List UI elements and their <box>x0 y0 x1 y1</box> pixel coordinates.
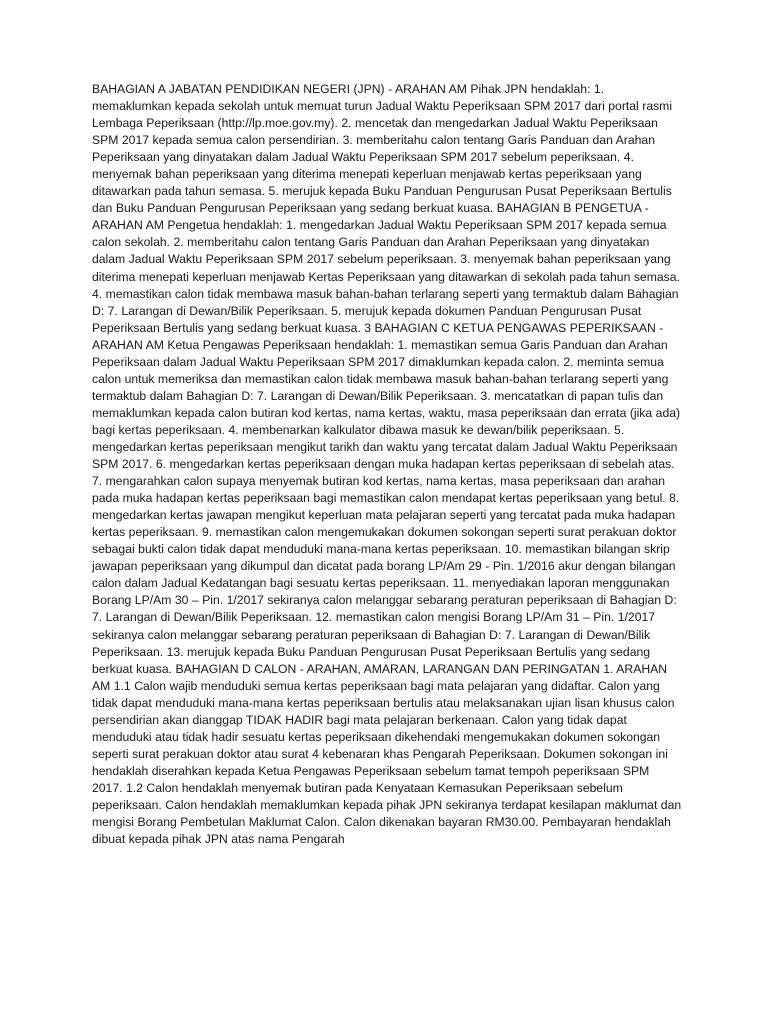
document-body-text: BAHAGIAN A JABATAN PENDIDIKAN NEGERI (JPN) - ARAHAN AM Pihak JPN hendaklah: 1. memaklumkan kepada sekolah untuk memuat turun Jadual Waktu Peperiksaan SPM 2017 dari portal rasmi Lembaga Peperiksaan (http://lp.moe.gov.my). 2. mencetak dan mengedarkan Jadual Waktu Peperiksaan SPM 2017 kepada semua calon persendirian. 3. memberitahu calon tentang Garis Panduan dan Arahan Peperiksaan yang dinyatakan dalam Jadual Waktu Peperiksaan SPM 2017 sebelum peperiksaan. 4. menyemak bahan peperiksaan yang diterima menepati keperluan menjawab kertas peperiksaan yang ditawarkan pada tahun semasa. 5. merujuk kepada Buku Panduan Pengurusan Pusat Peperiksaan Bertulis dan Buku Panduan Pengurusan Peperiksaan yang sedang berkuat kuasa. BAHAGIAN B PENGETUA - ARAHAN AM Pengetua hendaklah: 1. mengedarkan Jadual Waktu Peperiksaan SPM 2017 kepada semua calon sekolah. 2. memberitahu calon tentang Garis Panduan dan Arahan Peperiksaan yang dinyatakan dalam Jadual Waktu Peperiksaan SPM 2017 sebelum peperiksaan. 3. menyemak bahan peperiksaan yang diterima menepati keperluan menjawab Kertas Peperiksaan yang ditawarkan di sekolah pada tahun semasa. 4. memastikan calon tidak membawa masuk bahan-bahan terlarang seperti yang termaktub dalam Bahagian D: 7. Larangan di Dewan/Bilik Peperiksaan. 5. merujuk kepada dokumen Panduan Pengurusan Pusat Peperiksaan Bertulis yang sedang berkuat kuasa. 3 BAHAGIAN C KETUA PENGAWAS PEPERIKSAAN - ARAHAN AM Ketua Pengawas Peperiksaan hendaklah: 1. memastikan semua Garis Panduan dan Arahan Peperiksaan dalam Jadual Waktu Peperiksaan SPM 2017 dimaklumkan kepada calon. 2. meminta semua calon untuk memeriksa dan memastikan calon tidak membawa masuk bahan-bahan terlarang seperti yang termaktub dalam Bahagian D: 7. Larangan di Dewan/Bilik Peperiksaan. 3. mencatatkan di papan tulis dan memaklumkan kepada calon butiran kod kertas, nama kertas, waktu, masa peperiksaan dan errata (jika ada) bagi kertas peperiksaan. 4. membenarkan kalkulator dibawa masuk ke dewan/bilik peperiksaan. 5. mengedarkan kertas peperiksaan mengikut tarikh dan waktu yang tercatat dalam Jadual Waktu Peperiksaan SPM 2017. 6. mengedarkan kertas peperiksaan dengan muka hadapan kertas peperiksaan di sebelah atas. 7. mengarahkan calon supaya menyemak butiran kod kertas, nama kertas, masa peperiksaan dan arahan pada muka hadapan kertas peperiksaan bagi memastikan calon mendapat kertas peperiksaan yang betul. 8. mengedarkan kertas jawapan mengikut keperluan mata pelajaran seperti yang tercatat pada muka hadapan kertas peperiksaan. 9. memastikan calon mengemukakan dokumen sokongan seperti surat perakuan doktor sebagai bukti calon tidak dapat menduduki mana-mana kertas peperiksaan. 10. memastikan bilangan skrip jawapan peperiksaan yang dikumpul dan dicatat pada borang LP/Am 29 - Pin. 1/2016 akur dengan bilangan calon dalam Jadual Kedatangan bagi sesuatu kertas peperiksaan. 11. menyediakan laporan menggunakan Borang LP/Am 30 – Pin. 1/2017 sekiranya calon melanggar sebarang peraturan peperiksaan di Bahagian D: 7. Larangan di Dewan/Bilik Peperiksaan. 12. memastikan calon mengisi Borang LP/Am 31 – Pin. 1/2017 sekiranya calon melanggar sebarang peraturan peperiksaan di Bahagian D: 7. Larangan di Dewan/Bilik Peperiksaan. 13. merujuk kepada Buku Panduan Pengurusan Pusat Peperiksaan Bertulis yang sedang berkuat kuasa. BAHAGIAN D CALON - ARAHAN, AMARAN, LARANGAN DAN PERINGATAN 1. ARAHAN AM 1.1 Calon wajib menduduki semua kertas peperiksaan bagi mata pelajaran yang didaftar. Calon yang tidak dapat menduduki mana-mana kertas peperiksaan bertulis atau melaksanakan ujian lisan khusus calon persendirian akan dianggap TIDAK HADIR bagi mata pelajaran berkenaan. Calon yang tidak dapat menduduki atau tidak hadir sesuatu kertas peperiksaan dikehendaki mengemukakan dokumen sokongan seperti surat perakuan doktor atau surat 4 kebenaran khas Pengarah Peperiksaan. Dokumen sokongan ini hendaklah diserahkan kepada Ketua Pengawas Peperiksaan sebelum tamat tempoh peperiksaan SPM 2017. 1.2 Calon hendaklah menyemak butiran pada Kenyataan Kemasukan Peperiksaan sebelum peperiksaan. Calon hendaklah memaklumkan kepada pihak JPN sekiranya terdapat kesilapan maklumat dan mengisi Borang Pembetulan Maklumat Calon. Calon dikenakan bayaran RM30.00. Pembayaran hendaklah dibuat kepada pihak JPN atas nama Pengarah <box>92 82 682 847</box>
